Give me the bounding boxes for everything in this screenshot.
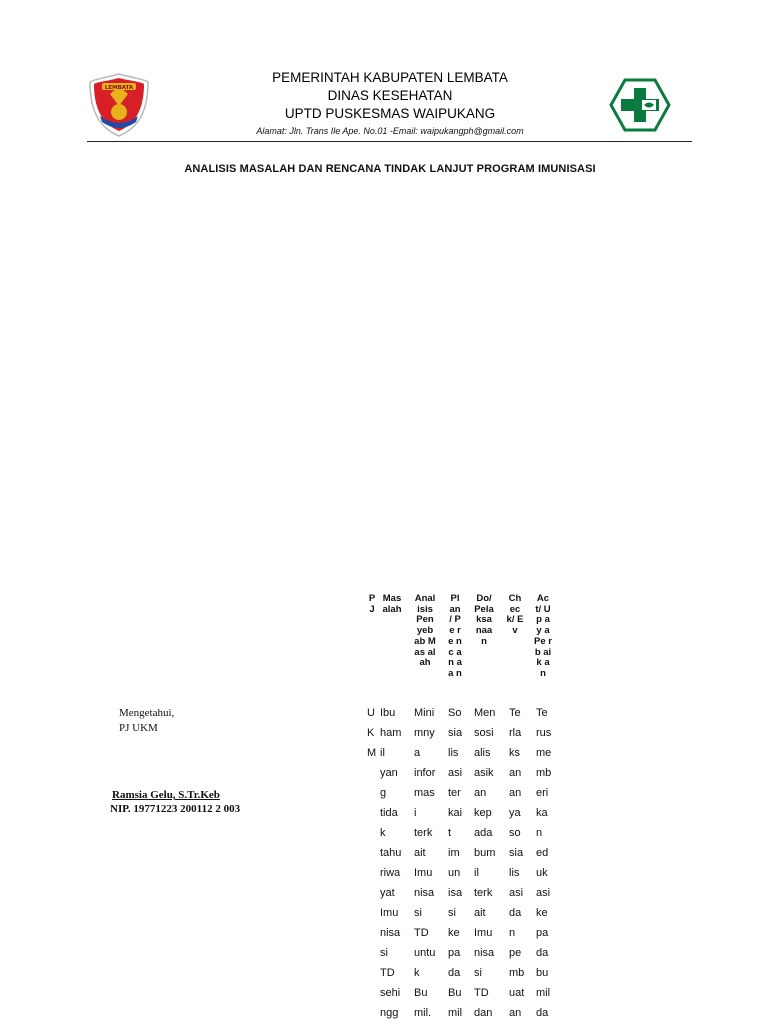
table-cell: me [536,747,552,759]
table-cell: Te [509,707,521,719]
table-cell: isa [448,887,463,899]
table-cell: da [509,907,522,919]
table-cell: tahu [380,847,402,859]
table-cell: lis [509,867,520,879]
table-cell: mb [509,967,525,979]
table-cell: an [509,787,522,799]
table-cell: nisa [474,947,495,959]
table-cell: bu [536,967,549,979]
table-cell: ter [448,787,461,799]
table-cell: pa [536,927,549,939]
table-header-act: Ac t/ Up ay a Pe rb aik an [534,593,552,679]
signer-role: PJ UKM [119,722,158,734]
table-cell: k [414,967,420,979]
table-cell: asi [448,767,463,779]
table-cell: i [414,807,417,819]
table-cell: si [414,907,422,919]
letterhead-government: PEMERINTAH KABUPATEN LEMBATA [272,70,508,85]
table-cell: ke [536,907,548,919]
known-label: Mengetahui, [119,707,175,719]
table-cell: mil. [414,1007,432,1019]
table-cell: mil [448,1007,463,1019]
table-cell: kai [448,807,463,819]
table-column-act [536,703,551,1023]
table-cell: alis [474,747,491,759]
table-cell: pe [509,947,522,959]
table-cell: ke [448,927,460,939]
table-cell: ks [509,747,520,759]
table-cell: ed [536,847,549,859]
table-cell: k [380,827,386,839]
table-cell: uk [536,867,548,879]
table-cell: mas [414,787,435,799]
table-cell: n [509,927,516,939]
table-header-plan: Pl an / Pe re nc an aa n [448,593,462,679]
table-cell: mny [414,727,435,739]
table-cell: mil [536,987,551,999]
table-header-masalah: Mas alah [382,593,402,615]
table-cell: g [380,787,387,799]
analysis-table [364,0,594,1024]
table-cell: Imu [414,867,433,879]
table-cell: tida [380,807,398,819]
table-cell: ada [474,827,493,839]
table-cell: ka [536,807,548,819]
table-cell: si [448,907,456,919]
table-cell: Bu [414,987,428,999]
table-cell: untu [414,947,436,959]
table-cell: sia [509,847,524,859]
table-cell: yat [380,887,395,899]
puskesmas-logo [609,78,671,132]
table-cell: TD [414,927,429,939]
table-cell: uat [509,987,525,999]
table-cell: asi [536,887,551,899]
table-cell: rus [536,727,552,739]
table-cell: an [474,787,487,799]
table-cell: nisa [380,927,401,939]
table-cell: Men [474,707,496,719]
table-cell: M [367,747,377,759]
table-cell: si [380,947,388,959]
letterhead-department: DINAS KESEHATAN [327,88,453,103]
table-cell: ngg [380,1007,399,1019]
table-cell: n [536,827,543,839]
lembata-regency-crest-icon [88,72,150,138]
table-cell: si [474,967,482,979]
table-cell: an [509,1007,522,1019]
table-column-plan [448,703,462,1023]
table-cell: so [509,827,521,839]
table-column-pj [367,703,376,763]
table-cell: Te [536,707,548,719]
table-cell: Mini [414,707,435,719]
signer-name: Ramsia Gelu, S.Tr.Keb [112,789,220,801]
table-cell: ham [380,727,402,739]
table-cell: nisa [414,887,435,899]
table-cell: Ibu [380,707,396,719]
table-cell: rla [509,727,522,739]
table-cell: K [367,727,375,739]
table-cell: un [448,867,461,879]
puskesmas-green-cross-icon [609,78,671,132]
letterhead-institution: UPTD PUSKESMAS WAIPUKANG [284,106,496,121]
table-cell: mb [536,767,552,779]
table-cell: pa [448,947,461,959]
table-cell: a [414,747,421,759]
table-cell: lis [448,747,459,759]
table-cell: bum [474,847,496,859]
lembata-crest-logo [88,72,150,138]
table-cell: infor [414,767,436,779]
table-cell: ya [509,807,521,819]
table-cell: il [380,747,385,759]
table-header-check: Ch ec k/ Ev [506,593,524,637]
document-title: ANALISIS MASALAH DAN RENCANA TINDAK LANJUT PROGRAM IMUNISASI [184,163,596,175]
table-cell: dan [474,1007,493,1019]
crest-ribbon-text: LEMBATA [104,85,134,91]
table-cell: Imu [380,907,399,919]
table-column-masalah [380,703,401,1023]
table-cell: yan [380,767,398,779]
table-header-analisis: Anal isis Pen yeb ab Mas alah [414,593,436,669]
table-cell: Imu [474,927,493,939]
table-cell: da [536,1007,549,1019]
table-column-do [474,703,495,1023]
table-cell: terk [414,827,433,839]
table-header-pj: P J [368,593,376,615]
table-cell: asi [509,887,524,899]
table-cell: kep [474,807,492,819]
table-cell: da [448,967,461,979]
signer-nip: NIP. 19771223 200112 2 003 [110,803,241,815]
table-cell: sehi [380,987,401,999]
table-column-check [509,703,524,1023]
table-cell: da [536,947,549,959]
table-cell: asik [474,767,494,779]
table-cell: ait [474,907,486,919]
signature-acknowledgement [119,706,174,736]
letterhead-address: Alamat: Jln. Trans Ile Ape. No.01 -Email: waipukangph@gmail.com [256,126,524,136]
table-cell: riwa [380,867,401,879]
table-cell: TD [474,987,489,999]
table-cell: sosi [474,727,494,739]
table-cell: Bu [448,987,462,999]
table-cell: eri [536,787,549,799]
table-cell: So [448,707,462,719]
table-cell: sia [448,727,463,739]
table-cell: im [448,847,460,859]
table-header-do: Do/ Pela ksa naa n [474,593,494,647]
table-cell: U [367,707,375,719]
table-cell: il [474,867,479,879]
table-column-analisis [414,703,435,1023]
table-cell: t [448,827,452,839]
table-cell: an [509,767,522,779]
table-cell: terk [474,887,493,899]
table-cell: TD [380,967,395,979]
table-cell: ait [414,847,426,859]
